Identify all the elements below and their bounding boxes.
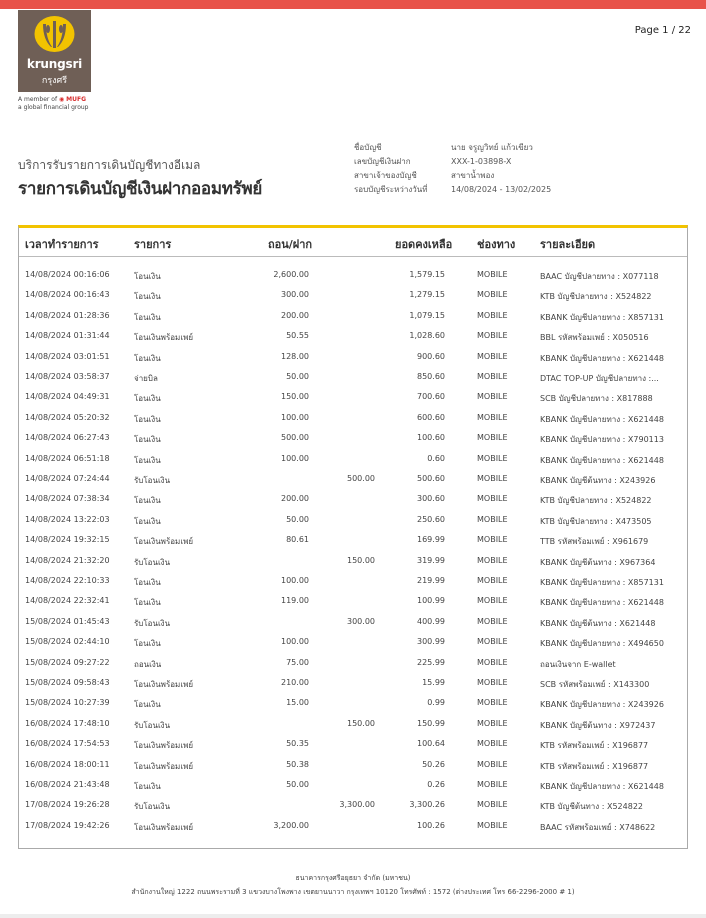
table-row (19, 553, 687, 573)
cell-withdraw: 50.00 (286, 780, 309, 789)
table-row (19, 267, 687, 287)
header-balance: ยอดคงเหลือ (395, 238, 453, 251)
cell-time: 14/08/2024 00:16:43 (25, 290, 110, 300)
member-prefix: A member of (18, 96, 58, 103)
cell-withdraw: 50.38 (286, 759, 309, 769)
table-row (19, 818, 687, 838)
cell-detail: SCB บัญชีปลายทาง : X817888 (540, 394, 653, 404)
cell-description: โอนเงิน (134, 292, 161, 302)
header-description: รายการ (134, 238, 172, 251)
cell-withdraw: 75.00 (286, 657, 309, 667)
cell-description: โอนเงิน (134, 700, 161, 710)
cell-time: 14/08/2024 13:22:03 (25, 514, 110, 524)
cell-time: 14/08/2024 01:28:36 (25, 310, 110, 320)
cell-withdraw: 500.00 (281, 433, 309, 443)
cell-channel: MOBILE (477, 372, 508, 381)
krungsri-mark-icon (32, 15, 77, 55)
cell-detail: KBANK บัญชีต้นทาง : X621448 (540, 618, 656, 628)
cell-withdraw: 119.00 (281, 596, 309, 606)
cell-description: โอนเงินพร้อมเพย์ (134, 741, 194, 751)
cell-withdraw: 100.00 (281, 576, 309, 585)
cell-detail: KTB บัญชีปลายทาง : X524822 (540, 292, 652, 302)
cell-withdraw: 100.00 (281, 453, 309, 463)
cell-time: 17/08/2024 19:26:28 (25, 800, 110, 810)
cell-time: 15/08/2024 02:44:10 (25, 637, 110, 647)
cell-withdraw: 200.00 (281, 494, 309, 504)
table-row (19, 593, 687, 613)
cell-balance: 1,028.60 (409, 331, 445, 341)
table-row (19, 655, 687, 675)
cell-detail: KBANK บัญชีปลายทาง : X621448 (540, 455, 664, 465)
cell-withdraw: 50.00 (286, 514, 309, 524)
bottom-bar (0, 914, 706, 918)
cell-balance: 225.99 (417, 657, 445, 667)
cell-withdraw: 50.35 (286, 739, 309, 749)
cell-detail: ถอนเงินจาก E-wallet (540, 659, 616, 669)
member-line (18, 96, 86, 103)
cell-description: รับโอนเงิน (134, 720, 171, 730)
brand-name: krungsri (26, 57, 83, 71)
cell-balance: 100.26 (417, 820, 445, 830)
cell-description: โอนเงินพร้อมเพย์ (134, 537, 194, 547)
cell-channel: MOBILE (477, 412, 508, 422)
cell-balance: 1,579.15 (409, 270, 445, 279)
cell-time: 14/08/2024 04:49:31 (25, 392, 110, 402)
cell-balance: 300.99 (417, 637, 445, 647)
cell-detail: SCB รหัสพร้อมเพย์ : X143300 (540, 680, 650, 689)
table-row (19, 716, 687, 736)
cell-withdraw: 2,600.00 (273, 270, 309, 279)
cell-description: โอนเงิน (134, 496, 161, 506)
cell-deposit: 150.00 (347, 718, 375, 728)
cell-withdraw: 300.00 (281, 290, 309, 300)
table-row (19, 736, 687, 756)
account-number-label: เลขบัญชีเงินฝาก (354, 157, 411, 166)
cell-balance: 600.60 (417, 412, 445, 422)
mufg-label: MUFG (66, 96, 87, 103)
cell-detail: KTB รหัสพร้อมเพย์ : X196877 (540, 761, 649, 771)
cell-time: 15/08/2024 09:58:43 (25, 678, 110, 687)
cell-withdraw: 50.00 (286, 372, 309, 381)
cell-channel: MOBILE (477, 270, 508, 279)
account-info-labels (354, 141, 428, 197)
cell-time: 14/08/2024 01:31:44 (25, 331, 110, 341)
cell-channel: MOBILE (477, 310, 508, 320)
cell-balance: 319.99 (417, 555, 445, 565)
cell-detail: BBL รหัสพร้อมเพย์ : X050516 (540, 333, 649, 343)
table-row (19, 797, 687, 817)
cell-time: 14/08/2024 22:10:33 (25, 576, 110, 585)
cell-balance: 700.60 (417, 392, 445, 402)
header-detail: รายละเอียด (540, 238, 596, 251)
cell-time: 16/08/2024 17:54:53 (25, 739, 110, 749)
table-row (19, 471, 687, 491)
cell-deposit: 3,300.00 (339, 800, 375, 810)
cell-withdraw: 100.00 (281, 637, 309, 647)
cell-balance: 0.26 (427, 780, 445, 789)
header-channel: ช่องทาง (477, 238, 516, 251)
cell-time: 14/08/2024 06:27:43 (25, 433, 110, 443)
period-label: รอบบัญชีระหว่างวันที่ (354, 185, 428, 194)
header-amount: ถอน/ฝาก (268, 238, 313, 251)
cell-description: รับโอนเงิน (134, 618, 171, 628)
table-row (19, 287, 687, 307)
cell-description: โอนเงิน (134, 578, 161, 587)
cell-time: 14/08/2024 19:32:15 (25, 535, 110, 545)
cell-channel: MOBILE (477, 392, 508, 402)
cell-detail: KBANK บัญชีปลายทาง : X621448 (540, 353, 664, 363)
table-row (19, 451, 687, 471)
cell-detail: KBANK บัญชีปลายทาง : X857131 (540, 578, 664, 587)
cell-description: โอนเงินพร้อมเพย์ (134, 822, 194, 832)
table-row (19, 532, 687, 552)
cell-time: 15/08/2024 09:27:22 (25, 657, 110, 667)
cell-detail: KBANK บัญชีปลายทาง : X243926 (540, 700, 664, 710)
cell-description: โอนเงิน (134, 516, 161, 526)
cell-withdraw: 128.00 (281, 351, 309, 361)
branch-value: สาขาน้ำพอง (451, 171, 495, 180)
cell-time: 14/08/2024 03:01:51 (25, 351, 110, 361)
cell-channel: MOBILE (477, 576, 508, 585)
cell-balance: 300.60 (417, 494, 445, 504)
cell-balance: 100.60 (417, 433, 445, 443)
cell-channel: MOBILE (477, 800, 508, 810)
cell-channel: MOBILE (477, 555, 508, 565)
cell-time: 17/08/2024 19:42:26 (25, 820, 110, 830)
cell-balance: 100.99 (417, 596, 445, 606)
cell-detail: BAAC บัญชีปลายทาง : X077118 (540, 272, 659, 281)
cell-balance: 50.26 (422, 759, 445, 769)
cell-description: โอนเงิน (134, 435, 161, 445)
account-name-label: ชื่อบัญชี (354, 143, 382, 152)
table-row (19, 614, 687, 634)
cell-withdraw: 80.61 (286, 535, 309, 545)
cell-balance: 500.60 (417, 474, 445, 483)
table-row (19, 512, 687, 532)
cell-channel: MOBILE (477, 535, 508, 545)
cell-channel: MOBILE (477, 718, 508, 728)
cell-balance: 400.99 (417, 616, 445, 626)
cell-detail: BAAC รหัสพร้อมเพย์ : X748622 (540, 822, 656, 832)
cell-balance: 169.99 (417, 535, 445, 545)
cell-withdraw: 210.00 (281, 678, 309, 687)
cell-description: โอนเงิน (134, 598, 161, 608)
cell-withdraw: 3,200.00 (273, 820, 309, 830)
cell-time: 15/08/2024 01:45:43 (25, 616, 110, 626)
cell-balance: 3,300.26 (409, 800, 445, 810)
table-row (19, 573, 687, 593)
table-row (19, 777, 687, 797)
cell-withdraw: 200.00 (281, 310, 309, 320)
top-accent-bar (0, 0, 706, 9)
footer-address: สำนักงานใหญ่ 1222 ถนนพระรามที่ 3 แขวงบางโพงพาง เขตยานนาวา กรุงเทพฯ 10120 โทรศัพท์ : 1572 (ต่างประเทศ โทร 66-2296-2000 # 1) (131, 888, 575, 896)
cell-detail: KBANK บัญชีปลายทาง : X621448 (540, 598, 664, 608)
cell-balance: 1,279.15 (409, 290, 445, 300)
cell-time: 14/08/2024 03:58:37 (25, 372, 110, 381)
cell-channel: MOBILE (477, 820, 508, 830)
table-row (19, 757, 687, 777)
page-title: รายการเดินบัญชีเงินฝากออมทรัพย์ (18, 179, 263, 199)
table-header (19, 228, 687, 257)
cell-description: โอนเงิน (134, 455, 161, 465)
cell-time: 16/08/2024 18:00:11 (25, 759, 110, 769)
page-number: Page 1 / 22 (634, 25, 691, 36)
table-row (19, 430, 687, 450)
cell-detail: KTB รหัสพร้อมเพย์ : X196877 (540, 741, 649, 751)
cell-detail: KBANK บัญชีปลายทาง : X790113 (540, 435, 664, 445)
cell-detail: KBANK บัญชีต้นทาง : X972437 (540, 720, 656, 730)
table-row (19, 349, 687, 369)
table-row (19, 328, 687, 348)
cell-channel: MOBILE (477, 331, 508, 341)
cell-description: จ่ายบิล (134, 374, 158, 383)
cell-detail: TTB รหัสพร้อมเพย์ : X961679 (540, 537, 649, 547)
table-row (19, 308, 687, 328)
header-time: เวลาทำรายการ (25, 238, 99, 251)
group-label: a global financial group (18, 104, 89, 111)
cell-time: 14/08/2024 07:38:34 (25, 494, 110, 504)
cell-withdraw: 150.00 (281, 392, 309, 402)
cell-time: 14/08/2024 06:51:18 (25, 453, 110, 463)
account-number-value: XXX-1-03898-X (451, 157, 512, 166)
cell-channel: MOBILE (477, 474, 508, 483)
cell-time: 14/08/2024 07:24:44 (25, 474, 110, 483)
cell-balance: 0.99 (427, 698, 445, 708)
cell-description: รับโอนเงิน (134, 557, 171, 567)
cell-time: 16/08/2024 17:48:10 (25, 718, 110, 728)
cell-balance: 219.99 (417, 576, 445, 585)
cell-deposit: 300.00 (347, 616, 375, 626)
cell-detail: KBANK บัญชีต้นทาง : X243926 (540, 476, 656, 485)
cell-description: โอนเงินพร้อมเพย์ (134, 680, 194, 689)
cell-withdraw: 15.00 (286, 698, 309, 708)
cell-deposit: 150.00 (347, 555, 375, 565)
cell-description: โอนเงิน (134, 639, 161, 649)
account-info-values (451, 141, 551, 197)
cell-time: 15/08/2024 10:27:39 (25, 698, 110, 708)
cell-description: โอนเงิน (134, 312, 161, 322)
cell-detail: KTB บัญชีปลายทาง : X473505 (540, 516, 652, 526)
brand-name-thai: กรุงศรี (41, 76, 68, 86)
cell-balance: 1,079.15 (409, 310, 445, 320)
cell-time: 14/08/2024 22:32:41 (25, 596, 110, 606)
krungsri-logo (18, 10, 91, 92)
cell-time: 14/08/2024 05:20:32 (25, 412, 110, 422)
service-title: บริการรับรายการเดินบัญชีทางอีเมล (18, 158, 201, 172)
cell-channel: MOBILE (477, 494, 508, 504)
cell-detail: KTB บัญชีปลายทาง : X524822 (540, 496, 652, 506)
cell-description: ถอนเงิน (134, 659, 162, 669)
cell-description: โอนเงิน (134, 272, 161, 281)
cell-detail: KBANK บัญชีปลายทาง : X621448 (540, 414, 664, 424)
table-row (19, 695, 687, 715)
cell-channel: MOBILE (477, 780, 508, 789)
cell-channel: MOBILE (477, 678, 508, 687)
cell-channel: MOBILE (477, 759, 508, 769)
cell-balance: 15.99 (422, 678, 445, 687)
cell-balance: 850.60 (417, 372, 445, 381)
cell-channel: MOBILE (477, 657, 508, 667)
table-row (19, 675, 687, 695)
cell-description: รับโอนเงิน (134, 476, 171, 485)
cell-detail: KTB บัญชีต้นทาง : X524822 (540, 802, 644, 812)
cell-channel: MOBILE (477, 453, 508, 463)
cell-channel: MOBILE (477, 596, 508, 606)
table-row (19, 410, 687, 430)
cell-description: โอนเงิน (134, 782, 161, 791)
cell-description: โอนเงินพร้อมเพย์ (134, 333, 194, 343)
table-row (19, 369, 687, 389)
branch-label: สาขาเจ้าของบัญชี (354, 171, 417, 180)
cell-description: โอนเงินพร้อมเพย์ (134, 761, 194, 771)
footer-bank-name: ธนาคารกรุงศรีอยุธยา จำกัด (มหาชน) (295, 874, 411, 882)
table-row (19, 491, 687, 511)
cell-channel: MOBILE (477, 433, 508, 443)
cell-balance: 250.60 (417, 514, 445, 524)
cell-description: โอนเงิน (134, 353, 161, 363)
cell-balance: 900.60 (417, 351, 445, 361)
cell-balance: 150.99 (417, 718, 445, 728)
mufg-logo-icon: ◉ (58, 96, 65, 103)
cell-channel: MOBILE (477, 698, 508, 708)
account-name-value: นาย จรูญวิทย์ แก้วเขียว (451, 143, 533, 152)
cell-channel: MOBILE (477, 514, 508, 524)
table-row (19, 634, 687, 654)
cell-detail: KBANK บัญชีปลายทาง : X494650 (540, 639, 664, 649)
cell-description: รับโอนเงิน (134, 802, 171, 812)
table-row (19, 389, 687, 409)
cell-withdraw: 50.55 (286, 331, 309, 341)
cell-channel: MOBILE (477, 290, 508, 300)
cell-detail: DTAC TOP-UP บัญชีปลายทาง :... (540, 374, 659, 383)
cell-channel: MOBILE (477, 616, 508, 626)
cell-withdraw: 100.00 (281, 412, 309, 422)
transactions-table (18, 225, 688, 849)
cell-channel: MOBILE (477, 351, 508, 361)
cell-time: 16/08/2024 21:43:48 (25, 780, 110, 789)
cell-detail: KBANK บัญชีต้นทาง : X967364 (540, 557, 656, 567)
cell-detail: KBANK บัญชีปลายทาง : X857131 (540, 312, 664, 322)
cell-detail: KBANK บัญชีปลายทาง : X621448 (540, 782, 664, 791)
cell-time: 14/08/2024 21:32:20 (25, 555, 110, 565)
cell-balance: 0.60 (427, 453, 445, 463)
cell-channel: MOBILE (477, 637, 508, 647)
cell-deposit: 500.00 (347, 474, 375, 483)
cell-balance: 100.64 (417, 739, 445, 749)
cell-description: โอนเงิน (134, 414, 161, 424)
cell-channel: MOBILE (477, 739, 508, 749)
cell-time: 14/08/2024 00:16:06 (25, 270, 110, 279)
cell-description: โอนเงิน (134, 394, 161, 404)
period-value: 14/08/2024 - 13/02/2025 (451, 185, 552, 194)
